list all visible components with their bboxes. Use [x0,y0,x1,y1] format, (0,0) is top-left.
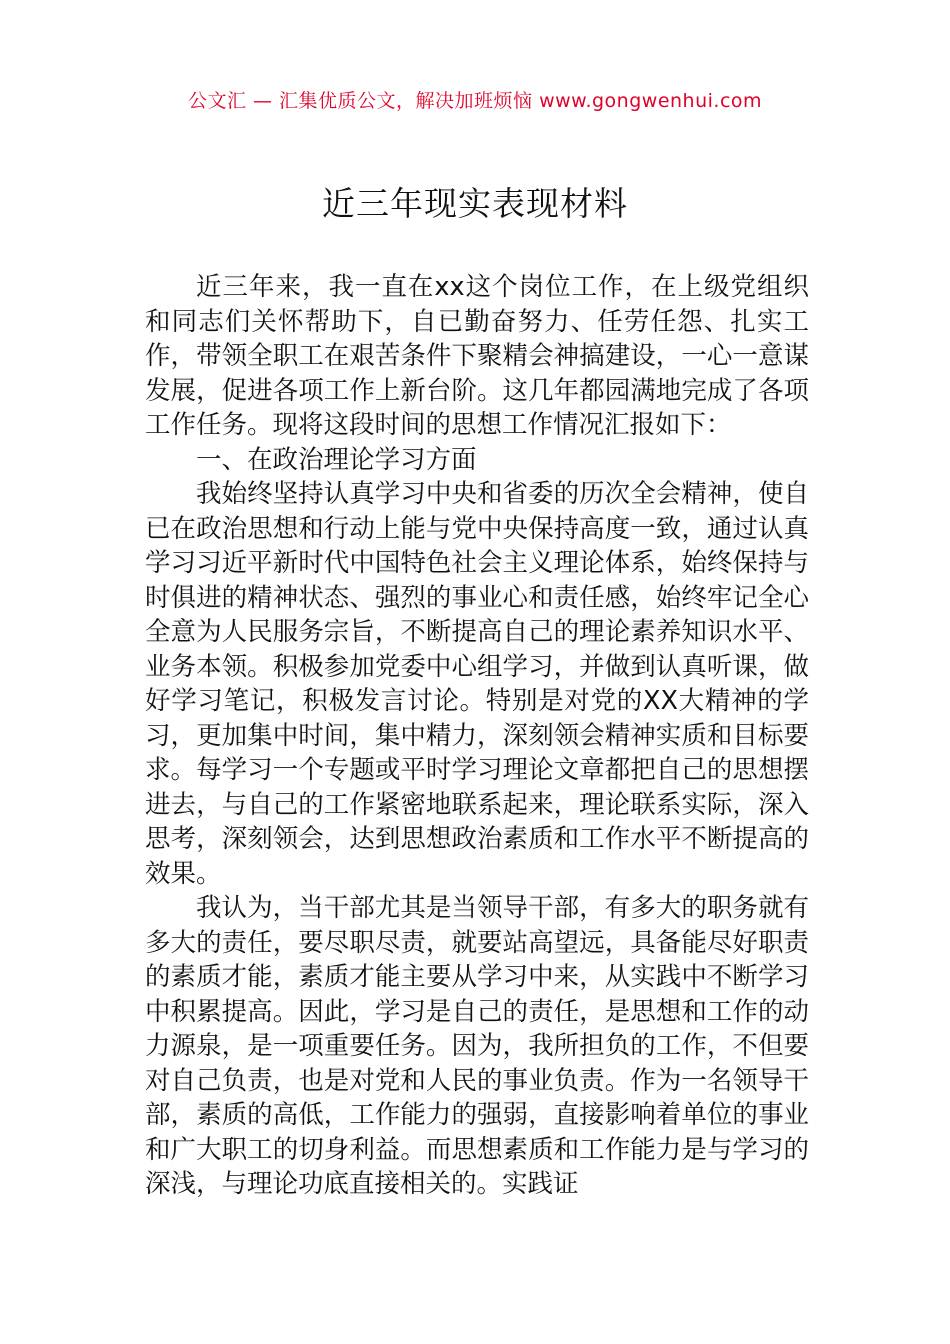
paragraph-responsibility: 我认为，当干部尤其是当领导干部，有多大的职务就有多大的责任，要尽职尽责，就要站高望远，具备能尽好职责的素质才能，素质才能主要从学习中来，从实践中不断学习中积累提高。因此，学习是自己的责任，是思想和工作的动力源泉，是一项重要任务。因为，我所担负的工作，不但要对自己负责，也是对党和人民的事业负责。作为一名领导干部，素质的高低，工作能力的强弱，直接影响着单位的事业和广大职工的切身利益。而思想素质和工作能力是与学习的深浅，与理论功底直接相关的。实践证 [145,893,809,1199]
document-body [145,270,809,1202]
document-title: 近三年现实表现材料 [322,184,628,223]
source-banner: 公文汇 — 汇集优质公文，解决加班烦恼 www.gongwenhui.com [187,90,763,112]
section-heading-political-study: 一、在政治理论学习方面 [196,444,477,475]
paragraph-political-study: 我始终坚持认真学习中央和省委的历次全会精神，使自已在政治思想和行动上能与党中央保持高度一致，通过认真学习习近平新时代中国特色社会主义理论体系，始终保持与时俱进的精神状态、强烈的事业心和责任感，始终牢记全心全意为人民服务宗旨，不断提高自己的理论素养知识水平、业务本领。积极参加党委中心组学习，并做到认真听课，做好学习笔记，积极发言讨论。特别是对党的XX大精神的学习，更加集中时间，集中精力，深刻领会精神实质和目标要求。每学习一个专题或平时学习理论文章都把自己的思想摆进去，与自己的工作紧密地联系起来，理论联系实际，深入思考，深刻领会，达到思想政治素质和工作水平不断提高的效果。 [145,479,809,889]
paragraph-intro: 近三年来，我一直在xx这个岗位工作，在上级党组织和同志们关怀帮助下，自已勤奋努力、任劳任怨、扎实工作，带领全职工在艰苦条件下聚精会神搞建设，一心一意谋发展，促进各项工作上新台阶。这几年都园满地完成了各项工作任务。现将这段时间的思想工作情况汇报如下： [145,272,809,440]
